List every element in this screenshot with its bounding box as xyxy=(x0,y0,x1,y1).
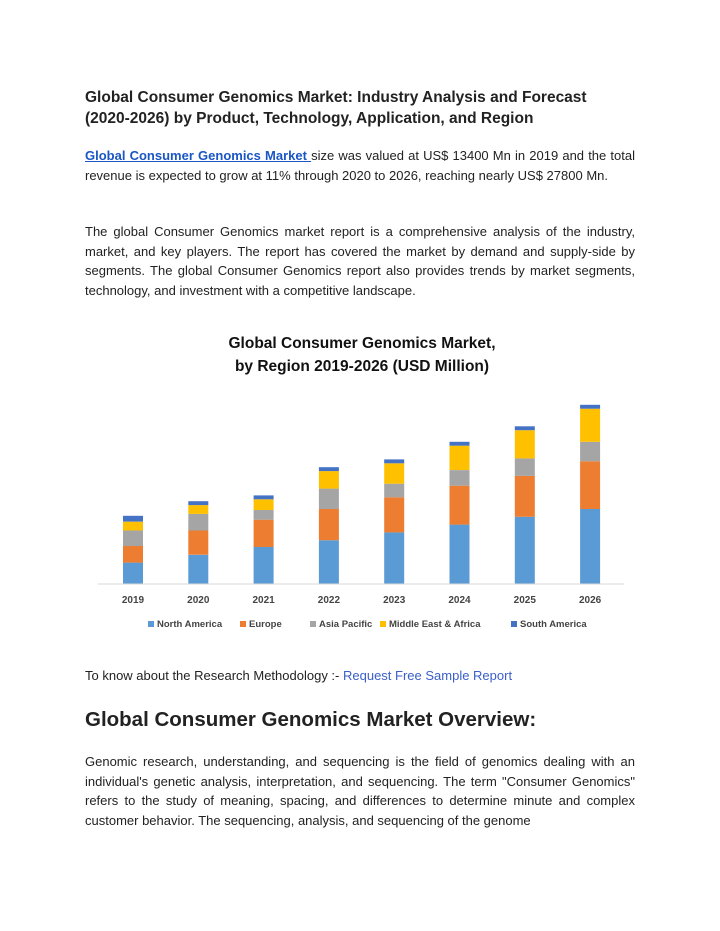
bar-segment-2025-2 xyxy=(515,458,535,476)
bar-segment-2025-4 xyxy=(515,426,535,430)
chart-legend xyxy=(148,619,587,630)
legend-swatch xyxy=(310,621,316,627)
bar-segment-2021-1 xyxy=(254,520,274,547)
bar-segment-2024-2 xyxy=(450,470,470,486)
legend-swatch xyxy=(380,621,386,627)
bar-segment-2023-3 xyxy=(384,463,404,483)
bar-segment-2021-0 xyxy=(254,547,274,584)
bar-segment-2022-3 xyxy=(319,471,339,489)
bar-segment-2023-1 xyxy=(384,497,404,532)
x-tick-label: 2023 xyxy=(383,595,406,606)
bar-segment-2020-4 xyxy=(188,501,208,505)
bar-segment-2026-0 xyxy=(580,509,600,584)
x-tick-label: 2021 xyxy=(252,595,275,606)
bar-segment-2025-3 xyxy=(515,430,535,458)
chart-title-line2: by Region 2019-2026 (USD Million) xyxy=(234,358,490,375)
x-tick-label: 2024 xyxy=(448,595,471,606)
bar-segment-2022-1 xyxy=(319,509,339,540)
bar-segment-2026-2 xyxy=(580,442,600,462)
x-tick-label: 2022 xyxy=(317,595,341,606)
legend-swatch xyxy=(240,621,246,627)
market-link[interactable]: Global Consumer Genomics Market xyxy=(85,148,312,163)
legend-label: Europe xyxy=(249,619,282,630)
bar-segment-2019-2 xyxy=(123,530,143,546)
bar-segment-2021-2 xyxy=(254,510,274,520)
bar-segment-2022-2 xyxy=(319,489,339,509)
bar-segment-2026-1 xyxy=(580,461,600,509)
report-text: The global Consumer Genomics market report is a comprehensive analysis of the industry, market, and key players. The report has covered the market by demand and supply-side by segments. The global Consumer Genomics report also provides trends by market segments, technology, and investment with a competitive landscape. xyxy=(85,224,635,298)
bar-segment-2023-4 xyxy=(384,459,404,463)
x-tick-label: 2019 xyxy=(121,595,145,606)
bar-segment-2020-3 xyxy=(188,505,208,514)
bar-segment-2020-1 xyxy=(188,530,208,554)
bar-segment-2019-0 xyxy=(123,563,143,584)
bar-segment-2021-4 xyxy=(254,495,274,499)
bar-segment-2024-0 xyxy=(450,525,470,584)
bars-group xyxy=(123,405,600,584)
x-tick-label: 2020 xyxy=(187,595,210,606)
region-chart xyxy=(90,322,635,640)
legend-label: North America xyxy=(157,619,223,630)
methodology-line xyxy=(85,668,635,683)
bar-segment-2025-1 xyxy=(515,476,535,517)
intro-text: size was valued at US$ 13400 Mn in 2019 and the total revenue is expected to grow at 11% through 2020 to 2026, reaching nearly US$ 27800 Mn. xyxy=(85,148,635,183)
bar-segment-2021-3 xyxy=(254,499,274,510)
bar-segment-2024-1 xyxy=(450,486,470,525)
methodology-label: To know about the Research Methodology :- xyxy=(85,668,343,683)
bar-segment-2025-0 xyxy=(515,517,535,584)
legend-label: Asia Pacific xyxy=(319,619,373,630)
document-title: Global Consumer Genomics Market: Industry Analysis and Forecast (2020-2026) by Product, Technology, Application, and Region xyxy=(85,89,587,127)
bar-segment-2024-4 xyxy=(450,442,470,446)
intro-paragraph xyxy=(85,146,635,185)
bar-segment-2020-2 xyxy=(188,514,208,531)
bar-segment-2019-3 xyxy=(123,522,143,531)
legend-label: South America xyxy=(520,619,587,630)
legend-swatch xyxy=(511,621,517,627)
x-tick-label: 2025 xyxy=(513,595,536,606)
x-tick-label: 2026 xyxy=(578,595,602,606)
stacked-bar-chart xyxy=(90,322,635,640)
bar-segment-2020-0 xyxy=(188,555,208,584)
bar-segment-2026-4 xyxy=(580,405,600,409)
sample-report-link[interactable]: Request Free Sample Report xyxy=(342,668,513,683)
overview-paragraph xyxy=(85,752,635,830)
bar-segment-2024-3 xyxy=(450,446,470,470)
overview-text: Genomic research, understanding, and sequencing is the field of genomics dealing with an individual's genetic analysis, interpretation, and sequencing. The term "Consumer Genomics" refers to the study of meaning, spacing, and differences to determine minute and complex customer behavior. The sequencing, analysis, and sequencing of the genome xyxy=(85,754,635,828)
bar-segment-2023-0 xyxy=(384,532,404,584)
bar-segment-2023-2 xyxy=(384,484,404,498)
bar-segment-2026-3 xyxy=(580,409,600,442)
legend-label: Middle East & Africa xyxy=(389,619,481,630)
x-tick-labels xyxy=(122,595,602,606)
bar-segment-2022-0 xyxy=(319,540,339,584)
overview-heading: Global Consumer Genomics Market Overview: xyxy=(85,708,537,731)
chart-title-line1: Global Consumer Genomics Market, xyxy=(228,335,496,352)
bar-segment-2019-1 xyxy=(123,546,143,563)
bar-segment-2019-4 xyxy=(123,516,143,522)
bar-segment-2022-4 xyxy=(319,467,339,471)
report-paragraph xyxy=(85,222,635,300)
legend-swatch xyxy=(148,621,154,627)
